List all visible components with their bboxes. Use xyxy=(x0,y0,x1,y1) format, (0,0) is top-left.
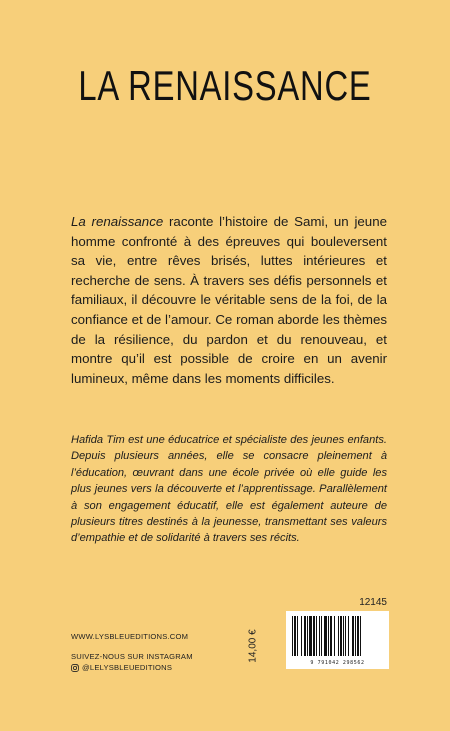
barcode xyxy=(286,611,389,669)
author-bio: Hafida Tim est une éducatrice et spécialiste des jeunes enfants. Depuis plusieurs années, elle se consacre pleinement à l’éducation, œuvrant dans une école privée où elle guide les plus jeunes vers la découverte et l’apprentissage. Parallèlement à son engagement éducatif, elle est également auteure de plusieurs titres destinés à la jeunesse, transmettant ses valeurs d’empathie et de solidarité à travers ses récits. xyxy=(71,434,387,545)
book-code: 12145 xyxy=(359,597,387,608)
publisher-website: WWW.LYSBLEUEDITIONS.COM xyxy=(71,632,189,641)
synopsis xyxy=(71,212,387,388)
synopsis-book-name: La renaissance xyxy=(71,214,164,229)
price: 14,00 € xyxy=(247,629,259,663)
instagram-handle: @LELYSBLEUEDITIONS xyxy=(82,663,173,672)
instagram-icon xyxy=(71,664,79,672)
book-title: LA RENAISSANCE xyxy=(78,62,372,109)
barcode-digits: 9 791042 298562 xyxy=(310,660,365,666)
barcode-bars xyxy=(292,616,383,656)
instagram-handle-row xyxy=(71,663,172,672)
synopsis-text: raconte l’histoire de Sami, un jeune homme confronté à des épreuves qui bouleversent sa vie, entre rêves brisés, luttes intérieures et recherche de sens. À travers ses défis personnels et familiaux, il découvre le véritable sens de la foi, de la confiance et de l’amour. Ce roman aborde les thèmes de la résilience, du pardon et du renouveau, et montre qu’il est possible de croire en un avenir lumineux, même dans les moments difficiles. xyxy=(71,214,387,386)
instagram-follow-label: SUIVEZ-NOUS SUR INSTAGRAM xyxy=(71,652,193,661)
